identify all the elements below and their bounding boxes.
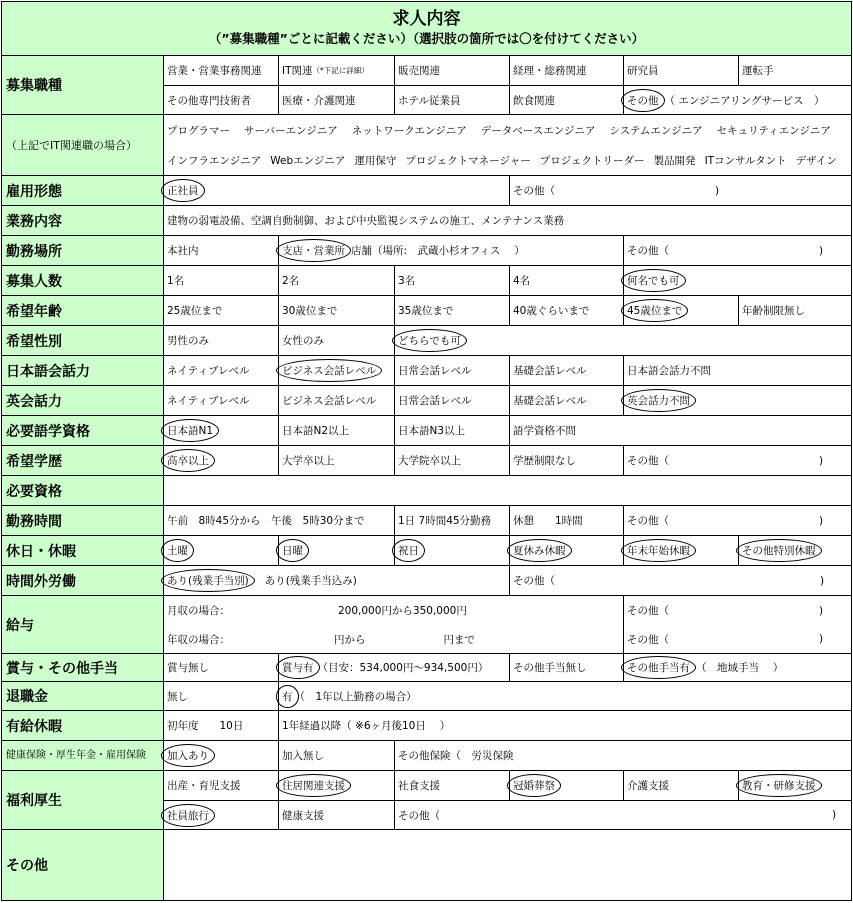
label-bonus: 賞与・その他手当 bbox=[2, 654, 164, 682]
selected-jp-business: ビジネス会話レベル bbox=[282, 365, 377, 377]
overtime-included: あり(残業手当込み) bbox=[264, 575, 357, 587]
cell-leave-first-year[interactable]: 初年度 10日 bbox=[164, 711, 279, 741]
selected-holiday-special: その他特別休暇 bbox=[742, 545, 816, 557]
selected-holiday-summer: 夏休み休暇 bbox=[513, 545, 566, 557]
selected-en-notrequired: 英会話力不問 bbox=[627, 395, 690, 407]
cell-age-35[interactable]: 35歳位まで bbox=[395, 296, 510, 326]
cell-insurance-other[interactable]: その他保険（ 労災保険 bbox=[395, 741, 851, 771]
selected-retirement-yes: 有 bbox=[282, 690, 293, 703]
it-job-database[interactable]: データベースエンジニア bbox=[480, 125, 596, 137]
selected-headcount-any: 何名でも可 bbox=[627, 275, 680, 287]
cell-gender-male[interactable]: 男性のみ bbox=[164, 326, 279, 356]
label-holidays: 休日・休暇 bbox=[2, 536, 164, 566]
label-welfare: 福利厚生 bbox=[2, 771, 164, 830]
label-hours: 勤務時間 bbox=[2, 506, 164, 536]
it-job-consultant[interactable]: ITコンサルタント bbox=[704, 155, 787, 167]
cell-hours-daily[interactable]: 1日 7時間45分勤務 bbox=[395, 506, 510, 536]
cell-en-native[interactable]: ネイティブレベル bbox=[164, 386, 279, 416]
label-paid-leave: 有給休暇 bbox=[2, 711, 164, 741]
cell-edu-highschool[interactable] bbox=[164, 446, 279, 476]
selected-holiday-sat: 土曜 bbox=[167, 545, 188, 557]
cell-hours-break[interactable]: 休憩 1時間 bbox=[510, 506, 624, 536]
cell-job-hotel[interactable]: ホテル従業員 bbox=[395, 86, 510, 115]
label-gender: 希望性別 bbox=[2, 326, 164, 356]
label-education: 希望学歴 bbox=[2, 446, 164, 476]
label-employment: 雇用形態 bbox=[2, 176, 164, 206]
cell-holiday-newyear[interactable] bbox=[624, 536, 739, 566]
selected-welfare-housing: 住居関連支援 bbox=[282, 780, 345, 792]
cell-headcount-1[interactable]: 1名 bbox=[164, 266, 279, 296]
cell-allowance-none[interactable]: その他手当無し bbox=[510, 654, 624, 682]
label-age: 希望年齢 bbox=[2, 296, 164, 326]
cell-bonus-none[interactable]: 賞与無し bbox=[164, 654, 279, 682]
cell-overtime-options[interactable] bbox=[164, 566, 510, 596]
selected-gender-either: どちらでも可 bbox=[398, 335, 461, 347]
label-location: 勤務場所 bbox=[2, 236, 164, 266]
cell-jp-basic[interactable]: 基礎会話レベル bbox=[510, 356, 624, 386]
cell-job-it[interactable]: IT関連 （*下記に詳細） bbox=[279, 56, 395, 86]
cell-required-cert[interactable] bbox=[164, 476, 851, 506]
cell-salary-annual[interactable]: 年収の場合： 円から 円まで bbox=[164, 625, 624, 654]
cell-welfare-ceremony[interactable] bbox=[510, 771, 624, 801]
cell-duties[interactable]: 建物の弱電設備、空調自動制御、および中央監視システムの施工、メンテナンス業務 bbox=[164, 206, 851, 236]
cell-cert-n3[interactable]: 日本語N3以上 bbox=[395, 416, 510, 446]
selected-holiday-newyear: 年末年始休暇 bbox=[627, 545, 690, 557]
selected-holiday-sun: 日曜 bbox=[282, 545, 303, 557]
cell-jp-daily[interactable]: 日常会話レベル bbox=[395, 356, 510, 386]
cell-headcount-any[interactable] bbox=[624, 266, 851, 296]
selected-edu-highschool: 高卒以上 bbox=[167, 455, 209, 467]
selected-allowance-yes: その他手当有 bbox=[627, 662, 690, 674]
it-job-se[interactable]: システムエンジニア bbox=[609, 125, 703, 137]
it-job-design[interactable]: デザイン bbox=[795, 155, 837, 167]
cell-headcount-3[interactable]: 3名 bbox=[395, 266, 510, 296]
cell-holiday-national[interactable] bbox=[395, 536, 510, 566]
cell-cert-none[interactable]: 語学資格不問 bbox=[510, 416, 851, 446]
label-lang-cert: 必要語学資格 bbox=[2, 416, 164, 446]
it-job-ops[interactable]: 運用保守 bbox=[354, 155, 397, 167]
cell-salary-monthly[interactable]: 月収の場合： 200,000円から350,000円 bbox=[164, 596, 624, 625]
cell-age-nolimit[interactable]: 年齢制限無し bbox=[739, 296, 851, 326]
job-requirements-form bbox=[1, 1, 852, 901]
selected-holiday-national: 祝日 bbox=[398, 545, 419, 557]
cell-job-other[interactable]: その他 （ エンジニアリングサービス ） bbox=[624, 86, 851, 115]
cell-location-other[interactable]: その他（ ) bbox=[624, 236, 851, 266]
cell-bonus-yes[interactable]: 賞与有 （目安：534,000円～934,500円） bbox=[279, 654, 510, 682]
label-it-note: （上記でIT関連職の場合） bbox=[2, 115, 164, 176]
cell-holiday-summer[interactable] bbox=[510, 536, 624, 566]
it-job-security[interactable]: セキュリティエンジニア bbox=[716, 125, 831, 137]
cell-insurance-no[interactable]: 加入無し bbox=[279, 741, 395, 771]
cell-holiday-sun[interactable] bbox=[279, 536, 395, 566]
it-job-pm[interactable]: プロジェクトマネージャー bbox=[405, 155, 531, 167]
selected-insurance-yes: 加入あり bbox=[167, 750, 209, 762]
cell-gender-female[interactable]: 女性のみ bbox=[279, 326, 395, 356]
cell-hours-other[interactable]: その他（ ) bbox=[624, 506, 851, 536]
cell-gender-either[interactable] bbox=[395, 326, 851, 356]
cell-welfare-trip[interactable] bbox=[164, 801, 279, 830]
cell-en-daily[interactable]: 日常会話レベル bbox=[395, 386, 510, 416]
label-required-cert: 必要資格 bbox=[2, 476, 164, 506]
it-jobs-row2 bbox=[164, 146, 851, 176]
cell-overtime-other[interactable]: その他（ ) bbox=[510, 566, 851, 596]
cell-age-25[interactable]: 25歳位まで bbox=[164, 296, 279, 326]
cell-location-branch[interactable]: 支店・営業所 店舗（場所: 武蔵小杉オフィス ） bbox=[279, 236, 624, 266]
selected-bonus-yes: 賞与有 bbox=[282, 662, 314, 674]
it-job-pl[interactable]: プロジェクトリーダー bbox=[539, 155, 645, 167]
form-subtitle: （”募集職種”ごとに記載ください）（選択肢の箇所では〇を付けてください） bbox=[208, 31, 645, 46]
label-insurance: 健康保険・厚生年金・雇用保険 bbox=[2, 741, 164, 771]
label-job-type: 募集職種 bbox=[2, 56, 164, 115]
cell-retirement-yes[interactable]: 有 （ 1年以上勤務の場合） bbox=[279, 682, 851, 711]
cell-job-food[interactable]: 飲食関連 bbox=[510, 86, 624, 115]
cell-job-sales[interactable]: 営業・営業事務関連 bbox=[164, 56, 279, 86]
cell-employment-other[interactable]: その他（ ) bbox=[510, 176, 851, 206]
cell-jp-notrequired[interactable]: 日本語会話力不問 bbox=[624, 356, 851, 386]
label-japanese: 日本語会話力 bbox=[2, 356, 164, 386]
selected-fulltime: 正社員 bbox=[167, 185, 199, 197]
cell-jp-business[interactable] bbox=[279, 356, 395, 386]
form-header bbox=[2, 2, 851, 56]
selected-welfare-ceremony: 冠婚葬祭 bbox=[513, 780, 555, 792]
form-title: 求人内容 bbox=[392, 9, 461, 29]
label-retirement: 退職金 bbox=[2, 682, 164, 711]
label-salary: 給与 bbox=[2, 596, 164, 654]
cell-welfare-health[interactable]: 健康支援 bbox=[279, 801, 395, 830]
cell-age-30[interactable]: 30歳位まで bbox=[279, 296, 395, 326]
cell-insurance-yes[interactable] bbox=[164, 741, 279, 771]
cell-headcount-4[interactable]: 4名 bbox=[510, 266, 624, 296]
cell-age-40[interactable]: 40歳ぐらいまで bbox=[510, 296, 624, 326]
cell-retirement-none[interactable]: 無し bbox=[164, 682, 279, 711]
label-english: 英会話力 bbox=[2, 386, 164, 416]
label-other: その他 bbox=[2, 830, 164, 900]
it-job-server[interactable]: サーバーエンジニア bbox=[244, 125, 338, 137]
cell-employment-fulltime[interactable] bbox=[164, 176, 510, 206]
cell-edu-nolimit[interactable]: 学歴制限なし bbox=[510, 446, 624, 476]
cell-welfare-care[interactable]: 介護支援 bbox=[624, 771, 739, 801]
cell-edu-other[interactable]: その他（ ) bbox=[624, 446, 851, 476]
cell-leave-after[interactable]: 1年経過以降（ ※6ヶ月後10日 ） bbox=[279, 711, 851, 741]
it-job-product[interactable]: 製品開発 bbox=[653, 155, 696, 167]
cell-headcount-2[interactable]: 2名 bbox=[279, 266, 395, 296]
cell-job-specialist[interactable]: その他専門技術者 bbox=[164, 86, 279, 115]
cell-edu-graduate[interactable]: 大学院卒以上 bbox=[395, 446, 510, 476]
it-job-network[interactable]: ネットワークエンジニア bbox=[351, 125, 467, 137]
label-overtime: 時間外労働 bbox=[2, 566, 164, 596]
cell-welfare-training[interactable] bbox=[739, 771, 851, 801]
selected-welfare-training: 教育・研修支援 bbox=[742, 780, 816, 792]
cell-holiday-special[interactable] bbox=[739, 536, 851, 566]
selected-cert-n1: 日本語N1 bbox=[167, 425, 214, 437]
selected-welfare-trip: 社員旅行 bbox=[167, 809, 209, 822]
cell-job-accounting[interactable]: 経理・総務関連 bbox=[510, 56, 624, 86]
it-job-web[interactable]: Webエンジニア bbox=[270, 155, 346, 167]
it-jobs-row1 bbox=[164, 115, 851, 146]
selected-age-45: 45歳位まで bbox=[627, 305, 683, 317]
cell-cert-n1[interactable] bbox=[164, 416, 279, 446]
cell-age-45[interactable] bbox=[624, 296, 739, 326]
cell-welfare-other[interactable]: その他（ ) bbox=[395, 801, 851, 830]
cell-hours-range[interactable]: 午前 8時45分から 午後 5時30分まで bbox=[164, 506, 395, 536]
cell-salary-monthly-other[interactable]: その他（ ) bbox=[627, 604, 824, 617]
cell-welfare-housing[interactable] bbox=[279, 771, 395, 801]
cell-en-basic[interactable]: 基礎会話レベル bbox=[510, 386, 624, 416]
cell-en-business[interactable]: ビジネス会話レベル bbox=[279, 386, 395, 416]
cell-allowance-yes[interactable]: その他手当有 （ 地域手当 ） bbox=[624, 654, 851, 682]
selected-branch: 支店・営業所 bbox=[282, 245, 345, 257]
cell-jp-native[interactable]: ネイティブレベル bbox=[164, 356, 279, 386]
cell-en-notrequired[interactable] bbox=[624, 386, 851, 416]
cell-job-medical[interactable]: 医療・介護関連 bbox=[279, 86, 395, 115]
label-duties: 業務内容 bbox=[2, 206, 164, 236]
it-job-infra[interactable]: インフラエンジニア bbox=[167, 155, 262, 167]
selected-job-other: その他 bbox=[627, 94, 659, 107]
cell-job-retail[interactable]: 販売関連 bbox=[395, 56, 510, 86]
selected-overtime-separate: あり(残業手当別) bbox=[167, 575, 249, 587]
cell-job-driver[interactable]: 運転手 bbox=[739, 56, 851, 86]
cell-welfare-meal[interactable]: 社食支援 bbox=[395, 771, 510, 801]
cell-holiday-sat[interactable] bbox=[164, 536, 279, 566]
cell-welfare-childcare[interactable]: 出産・育児支援 bbox=[164, 771, 279, 801]
cell-salary-annual-other[interactable]: その他（ ) bbox=[624, 625, 851, 654]
label-headcount: 募集人数 bbox=[2, 266, 164, 296]
cell-other-notes[interactable] bbox=[164, 830, 851, 900]
cell-cert-n2[interactable]: 日本語N2以上 bbox=[279, 416, 395, 446]
it-job-programmer[interactable]: プログラマー bbox=[167, 125, 230, 137]
cell-location-hq[interactable]: 本社内 bbox=[164, 236, 279, 266]
cell-edu-university[interactable]: 大学卒以上 bbox=[279, 446, 395, 476]
cell-job-researcher[interactable]: 研究員 bbox=[624, 56, 739, 86]
